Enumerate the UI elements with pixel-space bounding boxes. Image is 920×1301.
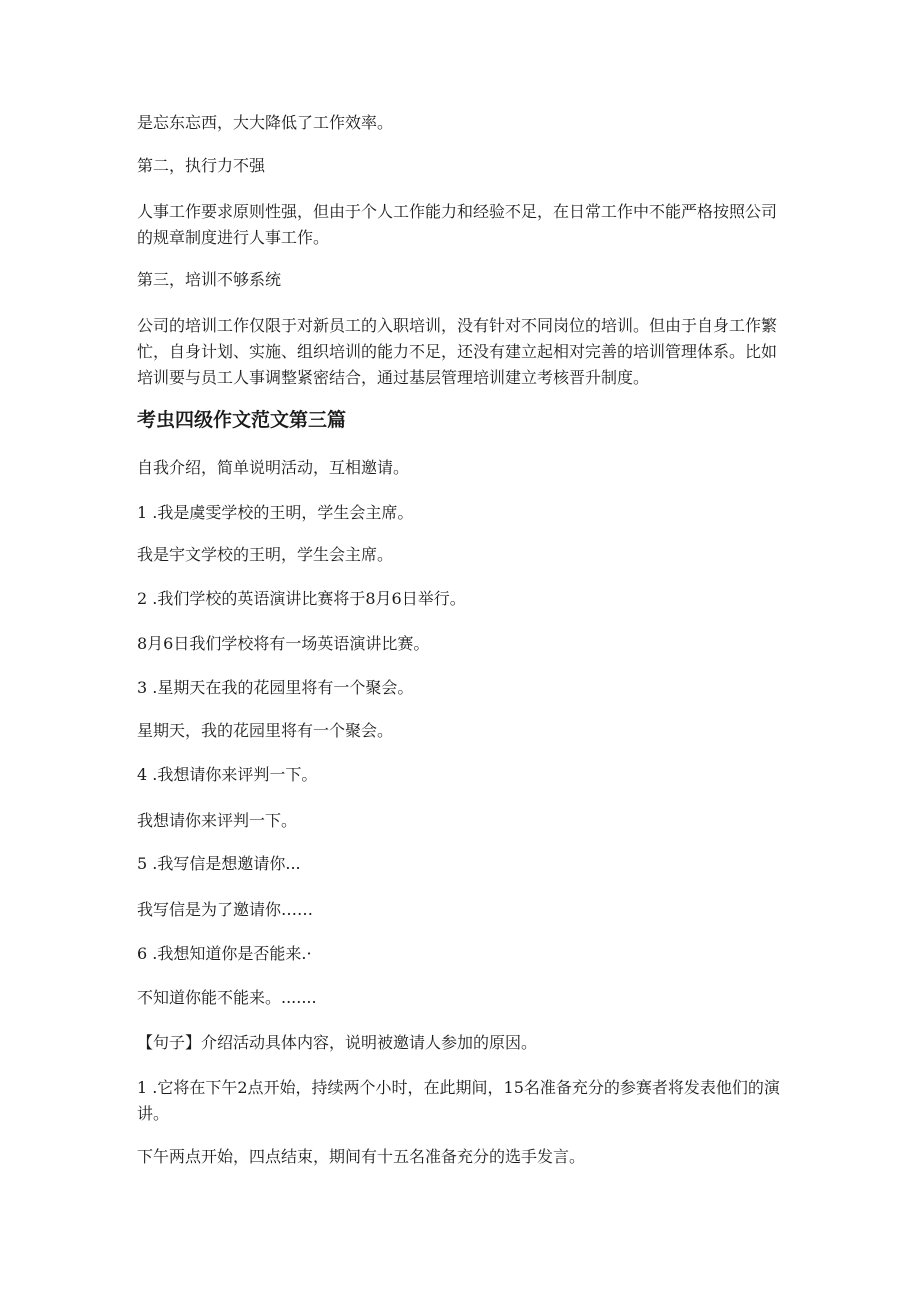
paragraph-hr-work: 人事工作要求原则性强，但由于个人工作能力和经验不足，在日常工作中不能严格按照公司的规章制度进行人事工作。: [137, 202, 778, 247]
list-item: 2 .我们学校的英语演讲比赛将于8月6日举行。: [137, 589, 466, 608]
list-item: 不知道你能不能来。.......: [137, 988, 317, 1007]
list-item: 8月6日我们学校将有一场英语演讲比赛。: [137, 634, 430, 653]
paragraph-work-efficiency: 是忘东忘西，大大降低了工作效率。: [137, 113, 394, 132]
list-item: 下午两点开始，四点结束，期间有十五名准备充分的选手发言。: [137, 1147, 586, 1166]
list-item: 我想请你来评判一下。: [137, 811, 298, 830]
list-item: 4 .我想请你来评判一下。: [137, 765, 318, 784]
list-item: 3 .星期天在我的花园里将有一个聚会。: [137, 678, 414, 697]
list-item: 1 .它将在下午2点开始，持续两个小时，在此期间，15名准备充分的参赛者将发表他们的演讲。: [137, 1078, 780, 1123]
list-item: 6 .我想知道你是否能来.·: [137, 944, 312, 963]
list-item: 我写信是为了邀请你……: [137, 900, 314, 919]
section-heading: 考虫四级作文范文第三篇: [137, 409, 347, 431]
subheading-execution: 第二，执行力不强: [137, 156, 266, 175]
list-item: 5 .我写信是想邀请你...: [137, 854, 301, 873]
subheading-training: 第三，培训不够系统: [137, 270, 282, 289]
paragraph-sentence-note: 【句子】介绍活动具体内容，说明被邀请人参加的原因。: [137, 1033, 538, 1052]
paragraph-intro: 自我介绍，简单说明活动，互相邀请。: [137, 458, 410, 477]
paragraph-training-work: 公司的培训工作仅限于对新员工的入职培训，没有针对不同岗位的培训。但由于自身工作繁忙，自身计划、实施、组织培训的能力不足，还没有建立起相对完善的培训管理体系。比如培训要与员工人事调整紧密结合，通过基层管理培训建立考核晋升制度。: [137, 316, 778, 387]
list-item: 星期天，我的花园里将有一个聚会。: [137, 721, 394, 740]
list-item: 1 .我是虞雯学校的王明，学生会主席。: [137, 503, 414, 522]
list-item: 我是宇文学校的王明，学生会主席。: [137, 545, 394, 564]
